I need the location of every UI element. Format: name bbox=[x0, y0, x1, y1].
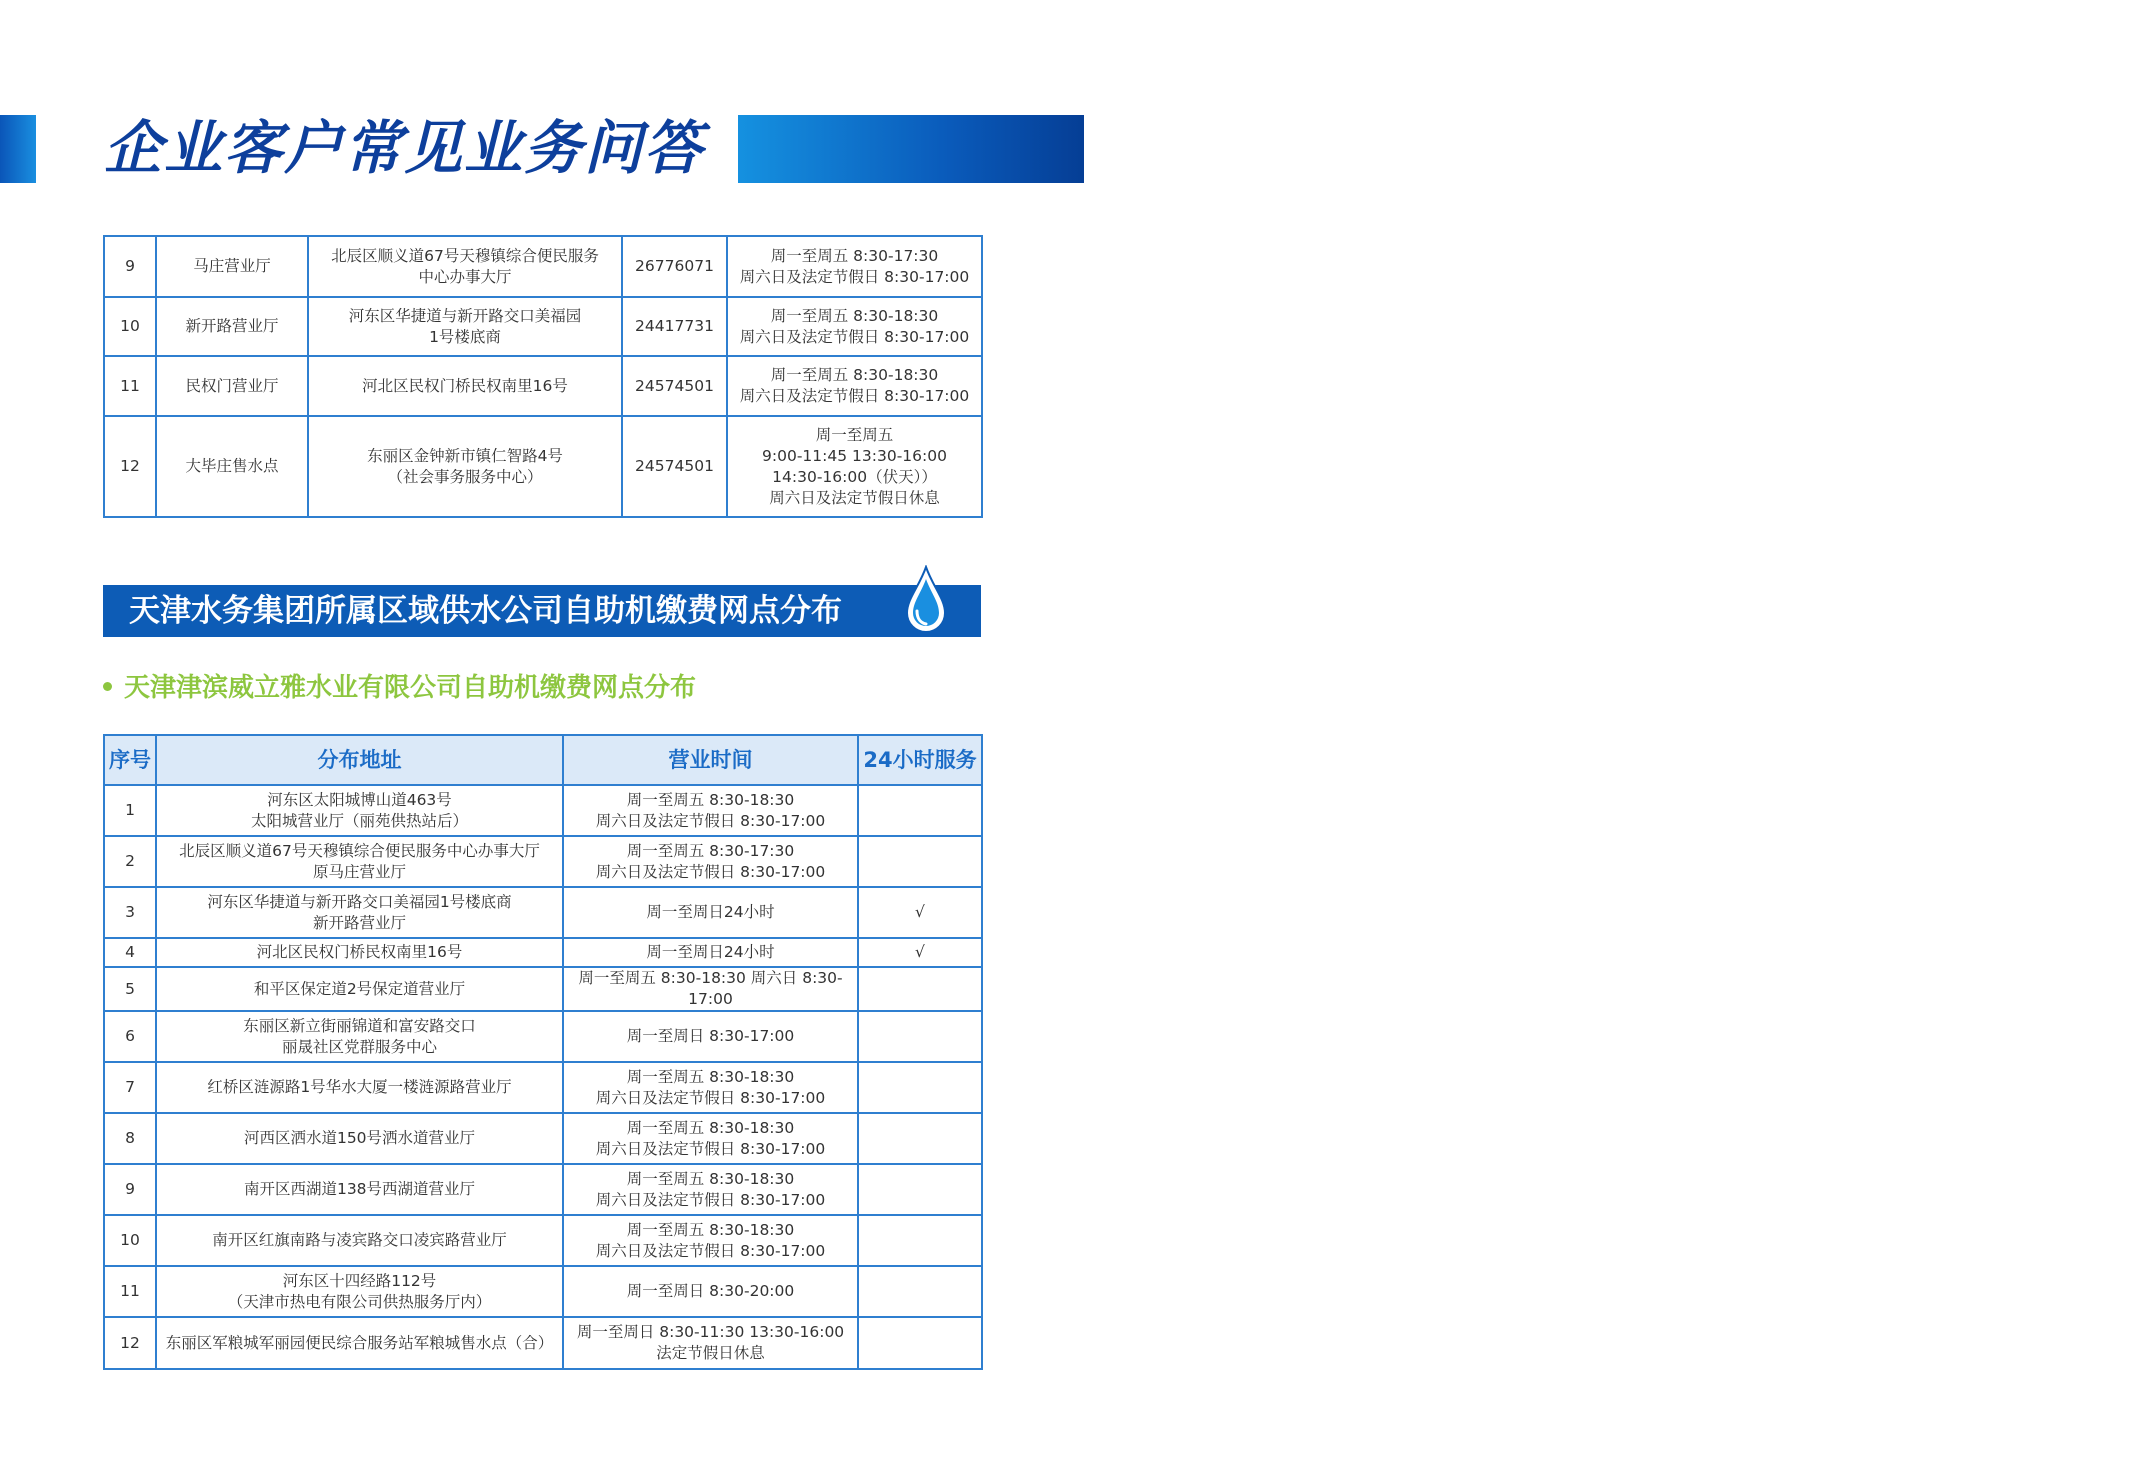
row-number: 9 bbox=[104, 236, 156, 297]
service-hall-table-body bbox=[104, 236, 982, 517]
subheading-text: 天津津滨威立雅水业有限公司自助机缴费网点分布 bbox=[124, 673, 697, 703]
kiosk-hours: 周一至周五 8:30-18:30 周六日及法定节假日 8:30-17:00 bbox=[563, 1062, 858, 1113]
row-number: 12 bbox=[104, 416, 156, 517]
kiosk-24h-service bbox=[858, 836, 982, 887]
section-banner-title: 天津水务集团所属区域供水公司自助机缴费网点分布 bbox=[129, 593, 842, 629]
row-number: 4 bbox=[104, 938, 156, 967]
header-right-accent-bar bbox=[738, 115, 1084, 183]
kiosk-hours: 周一至周五 8:30-18:30 周六日及法定节假日 8:30-17:00 bbox=[563, 785, 858, 836]
table-row bbox=[104, 967, 982, 1011]
kiosk-hours: 周一至周五 8:30-18:30 周六日及法定节假日 8:30-17:00 bbox=[563, 1113, 858, 1164]
kiosk-address: 河东区华捷道与新开路交口美福园1号楼底商 新开路营业厅 bbox=[156, 887, 563, 938]
kiosk-24h-service bbox=[858, 1164, 982, 1215]
hall-name: 大毕庄售水点 bbox=[156, 416, 308, 517]
table-row bbox=[104, 1062, 982, 1113]
column-header-hours: 营业时间 bbox=[563, 735, 858, 785]
kiosk-24h-service bbox=[858, 1011, 982, 1062]
kiosk-hours: 周一至周日24小时 bbox=[563, 938, 858, 967]
service-hall-table bbox=[103, 235, 983, 518]
hall-hours: 周一至周五 8:30-17:30 周六日及法定节假日 8:30-17:00 bbox=[727, 236, 982, 297]
table-row bbox=[104, 1266, 982, 1317]
kiosk-hours: 周一至周日 8:30-20:00 bbox=[563, 1266, 858, 1317]
kiosk-address: 南开区红旗南路与凌宾路交口凌宾路营业厅 bbox=[156, 1215, 563, 1266]
hall-phone: 24574501 bbox=[622, 356, 727, 416]
row-number: 6 bbox=[104, 1011, 156, 1062]
hall-address: 河北区民权门桥民权南里16号 bbox=[308, 356, 622, 416]
water-drop-icon bbox=[903, 565, 949, 637]
table-row bbox=[104, 236, 982, 297]
kiosk-24h-service bbox=[858, 967, 982, 1011]
kiosk-24h-service bbox=[858, 1062, 982, 1113]
row-number: 2 bbox=[104, 836, 156, 887]
kiosk-24h-service: √ bbox=[858, 938, 982, 967]
table-row bbox=[104, 785, 982, 836]
table-row bbox=[104, 1317, 982, 1369]
table-row bbox=[104, 938, 982, 967]
header-left-accent-bar bbox=[0, 115, 36, 183]
kiosk-table-header-row bbox=[104, 735, 982, 785]
page-title: 企业客户常见业务问答 bbox=[104, 114, 705, 182]
hall-hours: 周一至周五 8:30-18:30 周六日及法定节假日 8:30-17:00 bbox=[727, 356, 982, 416]
kiosk-address: 和平区保定道2号保定道营业厅 bbox=[156, 967, 563, 1011]
section-banner bbox=[103, 585, 981, 637]
column-header-no: 序号 bbox=[104, 735, 156, 785]
table-row bbox=[104, 1011, 982, 1062]
table-row bbox=[104, 356, 982, 416]
hall-name: 马庄营业厅 bbox=[156, 236, 308, 297]
hall-address: 北辰区顺义道67号天穆镇综合便民服务 中心办事大厅 bbox=[308, 236, 622, 297]
hall-phone: 24574501 bbox=[622, 416, 727, 517]
kiosk-address: 东丽区新立街丽锦道和富安路交口 丽晟社区党群服务中心 bbox=[156, 1011, 563, 1062]
row-number: 12 bbox=[104, 1317, 156, 1369]
kiosk-24h-service: √ bbox=[858, 887, 982, 938]
kiosk-24h-service bbox=[858, 1317, 982, 1369]
table-row bbox=[104, 836, 982, 887]
kiosk-address: 河西区洒水道150号洒水道营业厅 bbox=[156, 1113, 563, 1164]
row-number: 7 bbox=[104, 1062, 156, 1113]
kiosk-address: 河北区民权门桥民权南里16号 bbox=[156, 938, 563, 967]
kiosk-table bbox=[103, 734, 983, 1370]
table-row bbox=[104, 887, 982, 938]
kiosk-address: 南开区西湖道138号西湖道营业厅 bbox=[156, 1164, 563, 1215]
kiosk-address: 河东区太阳城博山道463号 太阳城营业厅（丽苑供热站后） bbox=[156, 785, 563, 836]
hall-phone: 24417731 bbox=[622, 297, 727, 356]
kiosk-hours: 周一至周五 8:30-18:30 周六日及法定节假日 8:30-17:00 bbox=[563, 1215, 858, 1266]
hall-name: 民权门营业厅 bbox=[156, 356, 308, 416]
kiosk-hours: 周一至周五 8:30-18:30 周六日 8:30-17:00 bbox=[563, 967, 858, 1011]
row-number: 11 bbox=[104, 356, 156, 416]
bullet-dot-icon bbox=[103, 682, 112, 691]
row-number: 1 bbox=[104, 785, 156, 836]
table-row bbox=[104, 1215, 982, 1266]
row-number: 10 bbox=[104, 297, 156, 356]
kiosk-hours: 周一至周五 8:30-17:30 周六日及法定节假日 8:30-17:00 bbox=[563, 836, 858, 887]
kiosk-address: 东丽区军粮城军丽园便民综合服务站军粮城售水点（合） bbox=[156, 1317, 563, 1369]
subheading bbox=[103, 668, 696, 708]
row-number: 8 bbox=[104, 1113, 156, 1164]
row-number: 9 bbox=[104, 1164, 156, 1215]
kiosk-hours: 周一至周五 8:30-18:30 周六日及法定节假日 8:30-17:00 bbox=[563, 1164, 858, 1215]
kiosk-table-body bbox=[104, 785, 982, 1369]
kiosk-24h-service bbox=[858, 1215, 982, 1266]
kiosk-24h-service bbox=[858, 785, 982, 836]
table-row bbox=[104, 1164, 982, 1215]
row-number: 11 bbox=[104, 1266, 156, 1317]
row-number: 3 bbox=[104, 887, 156, 938]
hall-hours: 周一至周五 8:30-18:30 周六日及法定节假日 8:30-17:00 bbox=[727, 297, 982, 356]
hall-address: 河东区华捷道与新开路交口美福园 1号楼底商 bbox=[308, 297, 622, 356]
hall-phone: 26776071 bbox=[622, 236, 727, 297]
column-header-address: 分布地址 bbox=[156, 735, 563, 785]
kiosk-hours: 周一至周日 8:30-11:30 13:30-16:00 法定节假日休息 bbox=[563, 1317, 858, 1369]
table-row bbox=[104, 297, 982, 356]
kiosk-hours: 周一至周日24小时 bbox=[563, 887, 858, 938]
hall-address: 东丽区金钟新市镇仁智路4号 （社会事务服务中心） bbox=[308, 416, 622, 517]
kiosk-address: 河东区十四经路112号 （天津市热电有限公司供热服务厅内） bbox=[156, 1266, 563, 1317]
hall-name: 新开路营业厅 bbox=[156, 297, 308, 356]
table-row bbox=[104, 416, 982, 517]
row-number: 5 bbox=[104, 967, 156, 1011]
kiosk-address: 北辰区顺义道67号天穆镇综合便民服务中心办事大厅 原马庄营业厅 bbox=[156, 836, 563, 887]
hall-hours: 周一至周五 9:00-11:45 13:30-16:00 14:30-16:00（伏天）） 周六日及法定节假日休息 bbox=[727, 416, 982, 517]
kiosk-address: 红桥区涟源路1号华水大厦一楼涟源路营业厅 bbox=[156, 1062, 563, 1113]
table-row bbox=[104, 1113, 982, 1164]
kiosk-hours: 周一至周日 8:30-17:00 bbox=[563, 1011, 858, 1062]
column-header-24h-service: 24小时服务 bbox=[858, 735, 982, 785]
row-number: 10 bbox=[104, 1215, 156, 1266]
kiosk-24h-service bbox=[858, 1113, 982, 1164]
kiosk-24h-service bbox=[858, 1266, 982, 1317]
